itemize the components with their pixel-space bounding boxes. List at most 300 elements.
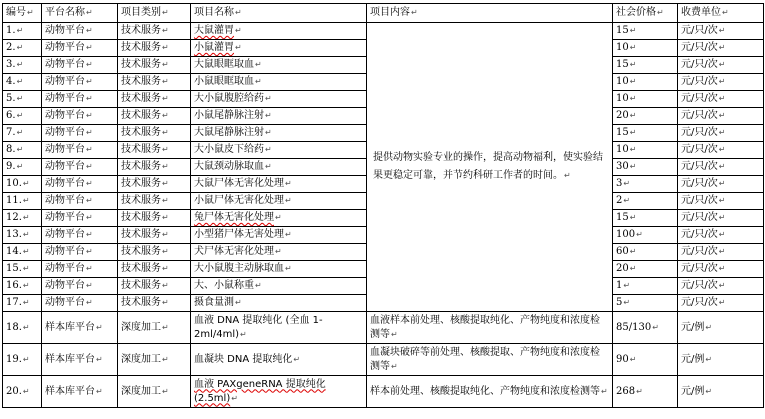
para-mark: ↵ <box>86 196 93 205</box>
row-no-dot: . <box>12 127 16 138</box>
para-mark: ↵ <box>293 354 301 364</box>
para-mark: ↵ <box>16 128 24 137</box>
row-category <box>118 344 191 376</box>
para-mark: ↵ <box>718 247 726 256</box>
para-mark: ↵ <box>285 264 292 273</box>
row-unit <box>678 376 764 408</box>
para-mark: ↵ <box>162 213 169 222</box>
table-row-tall <box>3 344 764 376</box>
para-mark: ↵ <box>86 213 93 222</box>
row-platform-text: 动物平台 <box>45 263 85 274</box>
row-no <box>3 210 42 227</box>
row-unit-text: 元/例 <box>681 353 705 365</box>
row-platform-text: 动物平台 <box>45 229 85 240</box>
row-unit <box>678 244 764 261</box>
para-mark: ↵ <box>255 77 262 86</box>
para-mark: ↵ <box>629 145 637 154</box>
row-no <box>3 193 42 210</box>
row-category <box>118 108 191 125</box>
para-mark: ↵ <box>96 354 103 364</box>
row-platform-text: 动物平台 <box>45 59 85 70</box>
row-platform-text: 动物平台 <box>45 127 85 138</box>
row-name-text: 血液 PAXgeneRNA 提取纯化 (2.5ml) <box>194 378 326 404</box>
row-unit <box>678 278 764 295</box>
para-mark: ↵ <box>16 43 24 52</box>
row-no-text: 7 <box>6 127 13 138</box>
para-mark: ↵ <box>718 196 726 205</box>
header-unit-text: 收费单位 <box>681 7 721 18</box>
header-category <box>118 4 191 23</box>
row-category <box>118 159 191 176</box>
para-mark: ↵ <box>162 128 169 137</box>
para-mark: ↵ <box>629 354 637 364</box>
row-no-text: 19 <box>6 353 19 365</box>
para-mark: ↵ <box>96 322 103 332</box>
row-no-text: 12 <box>6 212 19 223</box>
row-platform <box>42 125 118 142</box>
row-price <box>613 193 678 210</box>
row-price-text: 5 <box>616 297 623 308</box>
row-no-text: 18 <box>6 321 19 333</box>
header-price <box>613 4 678 23</box>
row-no-dot: . <box>18 195 22 206</box>
row-name-text: 大鼠眼眶取血 <box>194 59 254 70</box>
para-mark: ↵ <box>162 386 169 396</box>
para-mark: ↵ <box>235 8 242 17</box>
header-platform-text: 平台名称 <box>45 7 85 18</box>
row-platform <box>42 91 118 108</box>
row-price-text: 15 <box>616 59 629 70</box>
para-mark: ↵ <box>162 230 169 239</box>
para-mark: ↵ <box>162 94 169 103</box>
row-price <box>613 108 678 125</box>
header-name-text: 项目名称 <box>194 7 234 18</box>
para-mark: ↵ <box>22 230 30 239</box>
row-unit-text: 元/只/次 <box>681 42 718 53</box>
row-platform <box>42 278 118 295</box>
service-price-table <box>2 3 764 408</box>
para-mark: ↵ <box>162 162 169 171</box>
row-name-text: 大小鼠腹主动脉取血 <box>194 263 284 274</box>
row-name <box>191 108 367 125</box>
row-platform-text: 动物平台 <box>45 110 85 121</box>
row-name-text: 血液 DNA 提取纯化 (全血 1-2ml/4ml) <box>194 314 323 340</box>
para-mark: ↵ <box>162 179 169 188</box>
row-platform-text: 动物平台 <box>45 25 85 36</box>
row-platform-text: 样本库平台 <box>45 385 95 397</box>
row-name-text: 小鼠尸体无害化处理 <box>194 195 284 206</box>
row-price <box>613 74 678 91</box>
row-price-text: 85/130 <box>616 321 652 333</box>
row-unit-text: 元/只/次 <box>681 212 718 223</box>
para-mark: ↵ <box>231 393 238 403</box>
header-category-text: 项目类别 <box>121 7 161 18</box>
para-mark: ↵ <box>629 264 637 273</box>
para-mark: ↵ <box>16 94 24 103</box>
row-name <box>191 295 367 312</box>
header-no-text: 编号 <box>6 7 26 18</box>
row-content <box>367 312 613 344</box>
para-mark: ↵ <box>629 111 637 120</box>
row-no-text: 3 <box>6 59 13 70</box>
row-category <box>118 91 191 108</box>
row-category <box>118 244 191 261</box>
row-price-text: 100 <box>616 229 636 240</box>
row-no-text: 20 <box>6 385 19 397</box>
row-no-text: 6 <box>6 110 13 121</box>
para-mark: ↵ <box>411 8 418 17</box>
row-name <box>191 278 367 295</box>
para-mark: ↵ <box>16 60 24 69</box>
para-mark: ↵ <box>718 264 726 273</box>
para-mark: ↵ <box>86 77 93 86</box>
header-no <box>3 4 42 23</box>
para-mark: ↵ <box>265 162 272 171</box>
para-mark: ↵ <box>652 322 659 332</box>
row-no-dot: . <box>12 25 16 36</box>
para-mark: ↵ <box>629 77 637 86</box>
row-platform-text: 动物平台 <box>45 280 85 291</box>
row-content-text: 血液样本前处理、核酸提取纯化、产物纯度和浓度检测等 <box>370 314 600 340</box>
row-name-text: 大鼠尸体无害化处理 <box>194 178 284 189</box>
row-platform <box>42 142 118 159</box>
table-row-tall <box>3 376 764 408</box>
row-category-text: 技术服务 <box>121 297 161 308</box>
row-unit <box>678 193 764 210</box>
row-no-dot: . <box>12 42 16 53</box>
row-platform <box>42 57 118 74</box>
row-unit <box>678 142 764 159</box>
row-no-dot: . <box>18 229 22 240</box>
row-unit <box>678 176 764 193</box>
para-mark: ↵ <box>629 26 637 35</box>
row-no-text: 14 <box>6 246 19 257</box>
row-category <box>118 376 191 408</box>
para-mark: ↵ <box>718 77 726 86</box>
table-row-tall <box>3 312 764 344</box>
para-mark: ↵ <box>235 43 242 52</box>
para-mark: ↵ <box>265 94 272 103</box>
row-price-text: 10 <box>616 93 629 104</box>
para-mark: ↵ <box>22 281 30 290</box>
para-mark: ↵ <box>86 94 93 103</box>
row-unit <box>678 74 764 91</box>
row-platform-text: 动物平台 <box>45 93 85 104</box>
para-mark: ↵ <box>162 322 169 332</box>
para-mark: ↵ <box>22 264 30 273</box>
para-mark: ↵ <box>86 281 93 290</box>
row-category-text: 深度加工 <box>121 321 161 333</box>
row-name <box>191 344 367 376</box>
row-price-text: 1 <box>616 280 623 291</box>
para-mark: ↵ <box>285 196 292 205</box>
row-no <box>3 344 42 376</box>
shared-content-cell <box>367 23 613 312</box>
para-mark: ↵ <box>265 128 272 137</box>
para-mark: ↵ <box>705 322 713 332</box>
para-mark: ↵ <box>718 162 726 171</box>
row-no <box>3 278 42 295</box>
row-unit <box>678 108 764 125</box>
para-mark: ↵ <box>86 111 93 120</box>
row-no-dot: . <box>18 246 22 257</box>
row-price <box>613 159 678 176</box>
row-category <box>118 227 191 244</box>
row-price-text: 15 <box>616 212 629 223</box>
row-no-dot: . <box>12 161 16 172</box>
row-platform <box>42 344 118 376</box>
para-mark: ↵ <box>623 281 631 290</box>
para-mark: ↵ <box>86 60 93 69</box>
row-no <box>3 108 42 125</box>
row-no <box>3 57 42 74</box>
row-price-text: 60 <box>616 246 629 257</box>
row-no-dot: . <box>18 297 22 308</box>
para-mark: ↵ <box>27 8 34 17</box>
row-category <box>118 295 191 312</box>
row-price-text: 10 <box>616 76 629 87</box>
row-no-text: 5 <box>6 93 13 104</box>
row-name-text: 大鼠颈动脉取血 <box>194 161 264 172</box>
row-platform <box>42 74 118 91</box>
row-price <box>613 244 678 261</box>
para-mark: ↵ <box>636 230 643 239</box>
para-mark: ↵ <box>235 26 242 35</box>
row-platform <box>42 210 118 227</box>
row-price <box>613 176 678 193</box>
para-mark: ↵ <box>86 179 93 188</box>
para-mark: ↵ <box>285 179 292 188</box>
row-platform <box>42 312 118 344</box>
para-mark: ↵ <box>16 111 24 120</box>
header-content-text: 项目内容 <box>370 7 410 18</box>
row-category <box>118 74 191 91</box>
header-platform <box>42 4 118 23</box>
row-no-text: 1 <box>6 25 13 36</box>
price-table-container <box>2 3 764 408</box>
row-no <box>3 159 42 176</box>
row-platform <box>42 244 118 261</box>
row-platform <box>42 376 118 408</box>
row-name-text: 小型猪尸体无害处理 <box>194 229 284 240</box>
row-category <box>118 193 191 210</box>
row-platform <box>42 193 118 210</box>
row-no-dot: . <box>12 110 16 121</box>
para-mark: ↵ <box>22 179 30 188</box>
para-mark: ↵ <box>162 196 169 205</box>
row-content <box>367 344 613 376</box>
row-name <box>191 376 367 408</box>
row-no <box>3 74 42 91</box>
para-mark: ↵ <box>22 298 30 307</box>
row-name <box>191 57 367 74</box>
para-mark: ↵ <box>391 329 398 339</box>
row-price-text: 15 <box>616 127 629 138</box>
row-no <box>3 142 42 159</box>
row-name-text: 小鼠尾静脉注射 <box>194 110 264 121</box>
para-mark: ↵ <box>718 230 726 239</box>
row-price <box>613 125 678 142</box>
row-platform <box>42 261 118 278</box>
row-category-text: 技术服务 <box>121 42 161 53</box>
para-mark: ↵ <box>718 145 726 154</box>
para-mark: ↵ <box>564 171 571 180</box>
para-mark: ↵ <box>718 26 726 35</box>
row-unit-text: 元/只/次 <box>681 59 718 70</box>
row-no <box>3 312 42 344</box>
para-mark: ↵ <box>275 213 282 222</box>
row-name-text: 兔尸体无害化处理 <box>194 212 274 223</box>
para-mark: ↵ <box>86 264 93 273</box>
para-mark: ↵ <box>629 128 637 137</box>
row-unit <box>678 312 764 344</box>
row-unit <box>678 159 764 176</box>
row-price <box>613 278 678 295</box>
row-unit-text: 元/只/次 <box>681 127 718 138</box>
row-price-text: 2 <box>616 195 623 206</box>
row-no-dot: . <box>18 263 22 274</box>
shared-content-text: 提供动物实验专业的操作，提高动物福利，使实验结果更稳定可靠，并节约科研工作者的时间。 <box>373 152 603 181</box>
row-name-text: 大小鼠皮下给药 <box>194 144 264 155</box>
para-mark: ↵ <box>718 128 726 137</box>
row-no <box>3 40 42 57</box>
row-category-text: 技术服务 <box>121 195 161 206</box>
row-no-dot: . <box>18 178 22 189</box>
para-mark: ↵ <box>22 247 30 256</box>
para-mark: ↵ <box>162 281 169 290</box>
para-mark: ↵ <box>629 247 637 256</box>
para-mark: ↵ <box>22 386 30 396</box>
row-category-text: 技术服务 <box>121 93 161 104</box>
para-mark: ↵ <box>718 111 726 120</box>
row-name <box>191 142 367 159</box>
row-unit-text: 元/只/次 <box>681 25 718 36</box>
row-category-text: 技术服务 <box>121 280 161 291</box>
row-name-text: 大鼠尾静脉注射 <box>194 127 264 138</box>
para-mark: ↵ <box>275 247 282 256</box>
row-no <box>3 295 42 312</box>
row-price <box>613 91 678 108</box>
para-mark: ↵ <box>265 145 272 154</box>
row-no-dot: . <box>18 212 22 223</box>
row-name <box>191 74 367 91</box>
row-name-text: 小鼠眼眶取血 <box>194 76 254 87</box>
row-price-text: 15 <box>616 25 629 36</box>
row-price <box>613 227 678 244</box>
row-no <box>3 227 42 244</box>
para-mark: ↵ <box>629 60 637 69</box>
row-price <box>613 261 678 278</box>
para-mark: ↵ <box>162 60 169 69</box>
row-platform <box>42 40 118 57</box>
para-mark: ↵ <box>162 247 169 256</box>
row-category-text: 技术服务 <box>121 246 161 257</box>
row-price-text: 10 <box>616 144 629 155</box>
row-price <box>613 57 678 74</box>
row-price-text: 20 <box>616 110 629 121</box>
row-category <box>118 261 191 278</box>
para-mark: ↵ <box>162 354 169 364</box>
row-price <box>613 295 678 312</box>
row-no <box>3 376 42 408</box>
row-category-text: 技术服务 <box>121 161 161 172</box>
row-no-dot: . <box>18 280 22 291</box>
row-platform <box>42 108 118 125</box>
row-category-text: 技术服务 <box>121 212 161 223</box>
para-mark: ↵ <box>162 298 169 307</box>
row-no <box>3 176 42 193</box>
para-mark: ↵ <box>705 354 713 364</box>
para-mark: ↵ <box>22 196 30 205</box>
row-name-text: 大、小鼠称重 <box>194 280 254 291</box>
para-mark: ↵ <box>629 94 637 103</box>
para-mark: ↵ <box>629 213 637 222</box>
row-name <box>191 261 367 278</box>
row-category-text: 深度加工 <box>121 353 161 365</box>
row-unit <box>678 91 764 108</box>
para-mark: ↵ <box>22 322 30 332</box>
row-no-text: 2 <box>6 42 13 53</box>
para-mark: ↵ <box>623 179 631 188</box>
row-category-text: 技术服务 <box>121 127 161 138</box>
para-mark: ↵ <box>705 386 713 396</box>
row-unit-text: 元/只/次 <box>681 178 718 189</box>
row-category-text: 技术服务 <box>121 229 161 240</box>
row-no-text: 16 <box>6 280 19 291</box>
row-name <box>191 193 367 210</box>
row-platform <box>42 176 118 193</box>
header-content <box>367 4 613 23</box>
row-unit-text: 元/只/次 <box>681 195 718 206</box>
row-no <box>3 244 42 261</box>
row-category <box>118 210 191 227</box>
para-mark: ↵ <box>623 196 631 205</box>
row-platform-text: 样本库平台 <box>45 321 95 333</box>
row-price-text: 90 <box>616 353 629 365</box>
row-content-text: 样本前处理、核酸提取纯化、产物纯度和浓度检测等 <box>370 385 600 397</box>
row-no <box>3 91 42 108</box>
row-platform-text: 动物平台 <box>45 42 85 53</box>
row-unit-text: 元/只/次 <box>681 229 718 240</box>
row-category-text: 技术服务 <box>121 178 161 189</box>
para-mark: ↵ <box>86 8 93 17</box>
row-name-text: 大鼠灌胃 <box>194 25 234 36</box>
row-category <box>118 40 191 57</box>
header-price-text: 社会价格 <box>616 7 656 18</box>
row-category-text: 技术服务 <box>121 144 161 155</box>
row-price-text: 3 <box>616 178 623 189</box>
header-row <box>3 4 764 23</box>
row-no-text: 17 <box>6 297 19 308</box>
row-name-text: 摄食量測 <box>194 297 234 308</box>
row-name <box>191 244 367 261</box>
header-name <box>191 4 367 23</box>
row-no <box>3 261 42 278</box>
row-unit-text: 元/例 <box>681 385 705 397</box>
row-no-dot: . <box>18 385 22 397</box>
row-name <box>191 210 367 227</box>
row-no-text: 15 <box>6 263 19 274</box>
para-mark: ↵ <box>86 162 93 171</box>
row-unit-text: 元/例 <box>681 321 705 333</box>
row-category-text: 技术服务 <box>121 76 161 87</box>
row-unit <box>678 227 764 244</box>
row-name-text: 犬尸体无害化处理 <box>194 246 274 257</box>
para-mark: ↵ <box>86 298 93 307</box>
para-mark: ↵ <box>718 43 726 52</box>
row-content <box>367 376 613 408</box>
row-name-text: 血凝块 DNA 提取纯化 <box>194 353 293 365</box>
